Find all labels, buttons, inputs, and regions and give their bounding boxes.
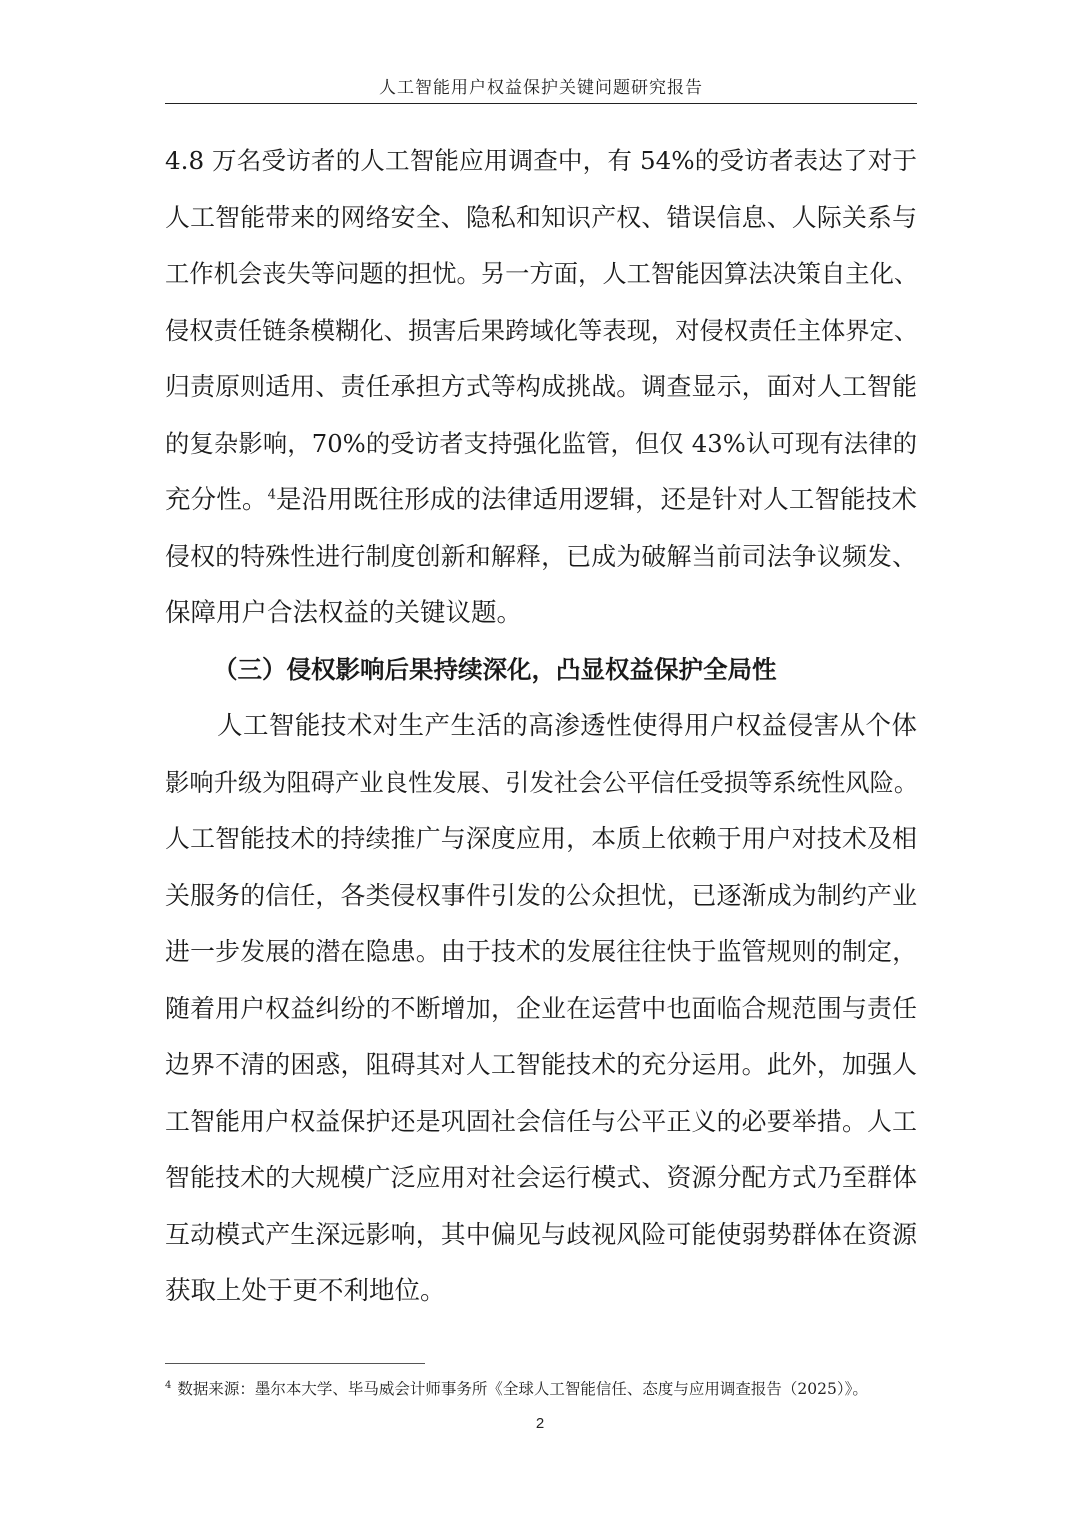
body-text (165, 133, 917, 1320)
paragraph-line: 人工智能技术的持续推广与深度应用，本质上依赖于用户对技术及相 (165, 824, 917, 853)
paragraph-line: 互动模式产生深远影响，其中偏见与歧视风险可能使弱势群体在资源 (165, 1219, 917, 1249)
header-divider (165, 103, 917, 104)
page-number: 2 (535, 1415, 545, 1432)
paragraph-line: 智能技术的大规模广泛应用对社会运行模式、资源分配方式乃至群体 (165, 1163, 917, 1192)
paragraph-line-with-footnote (165, 472, 917, 529)
paragraph-line: 随着用户权益纠纷的不断增加，企业在运营中也面临合规范围与责任 (165, 993, 917, 1023)
running-header: 人工智能用户权益保护关键问题研究报告 (379, 78, 703, 98)
footnote (165, 1375, 925, 1400)
paragraph-line: 人工智能技术对生产生活的高渗透性使得用户权益侵害从个体 (217, 711, 917, 741)
paragraph-line: 的复杂影响，70%的受访者支持强化监管，但仅 43%认可现有法律的 (165, 428, 917, 458)
paragraph-line: 影响升级为阻碍产业良性发展、引发社会公平信任受损等系统性风险。 (165, 767, 919, 797)
paragraph-line: 侵权的特殊性进行制度创新和解释，已成为破解当前司法争议频发、 (165, 541, 917, 571)
footnote-number: 4 (165, 1380, 172, 1391)
section-heading: （三）侵权影响后果持续深化，凸显权益保护全局性 (213, 654, 777, 684)
paragraph-line: 保障用户合法权益的关键议题。 (165, 598, 523, 628)
paragraph-line: 边界不清的困惑，阻碍其对人工智能技术的充分运用。此外，加强人 (165, 1050, 917, 1079)
paragraph-line: 进一步发展的潜在隐患。由于技术的发展往往快于监管规则的制定， (165, 937, 917, 966)
footnote-divider (165, 1363, 425, 1364)
paragraph-text: 充分性。 (165, 485, 268, 515)
paragraph-text: 是沿用既往形成的法律适用逻辑，还是针对人工智能技术 (275, 485, 917, 515)
footnote-text: 数据来源：墨尔本大学、毕马威会计师事务所《全球人工智能信任、态度与应用调查报告（2025）》。 (177, 1380, 868, 1399)
paragraph-line: 关服务的信任，各类侵权事件引发的公众担忧，已逐渐成为制约产业 (165, 880, 917, 910)
paragraph-line: 获取上处于更不利地位。 (165, 1276, 446, 1306)
paragraph-line: 侵权责任链条模糊化、损害后果跨域化等表现，对侵权责任主体界定、 (165, 315, 919, 345)
paragraph-line: 人工智能带来的网络安全、隐私和知识产权、错误信息、人际关系与 (165, 202, 917, 232)
paragraph-line: 4.8 万名受访者的人工智能应用调查中，有 54%的受访者表达了对于 (165, 146, 917, 175)
paragraph-line: 归责原则适用、责任承担方式等构成挑战。调查显示，面对人工智能 (165, 372, 917, 401)
paragraph-line: 工智能用户权益保护还是巩固社会信任与公平正义的必要举措。人工 (165, 1106, 917, 1136)
paragraph-line: 工作机会丧失等问题的担忧。另一方面，人工智能因算法决策自主化、 (165, 259, 919, 288)
footnote-reference[interactable]: 4 (267, 487, 276, 503)
